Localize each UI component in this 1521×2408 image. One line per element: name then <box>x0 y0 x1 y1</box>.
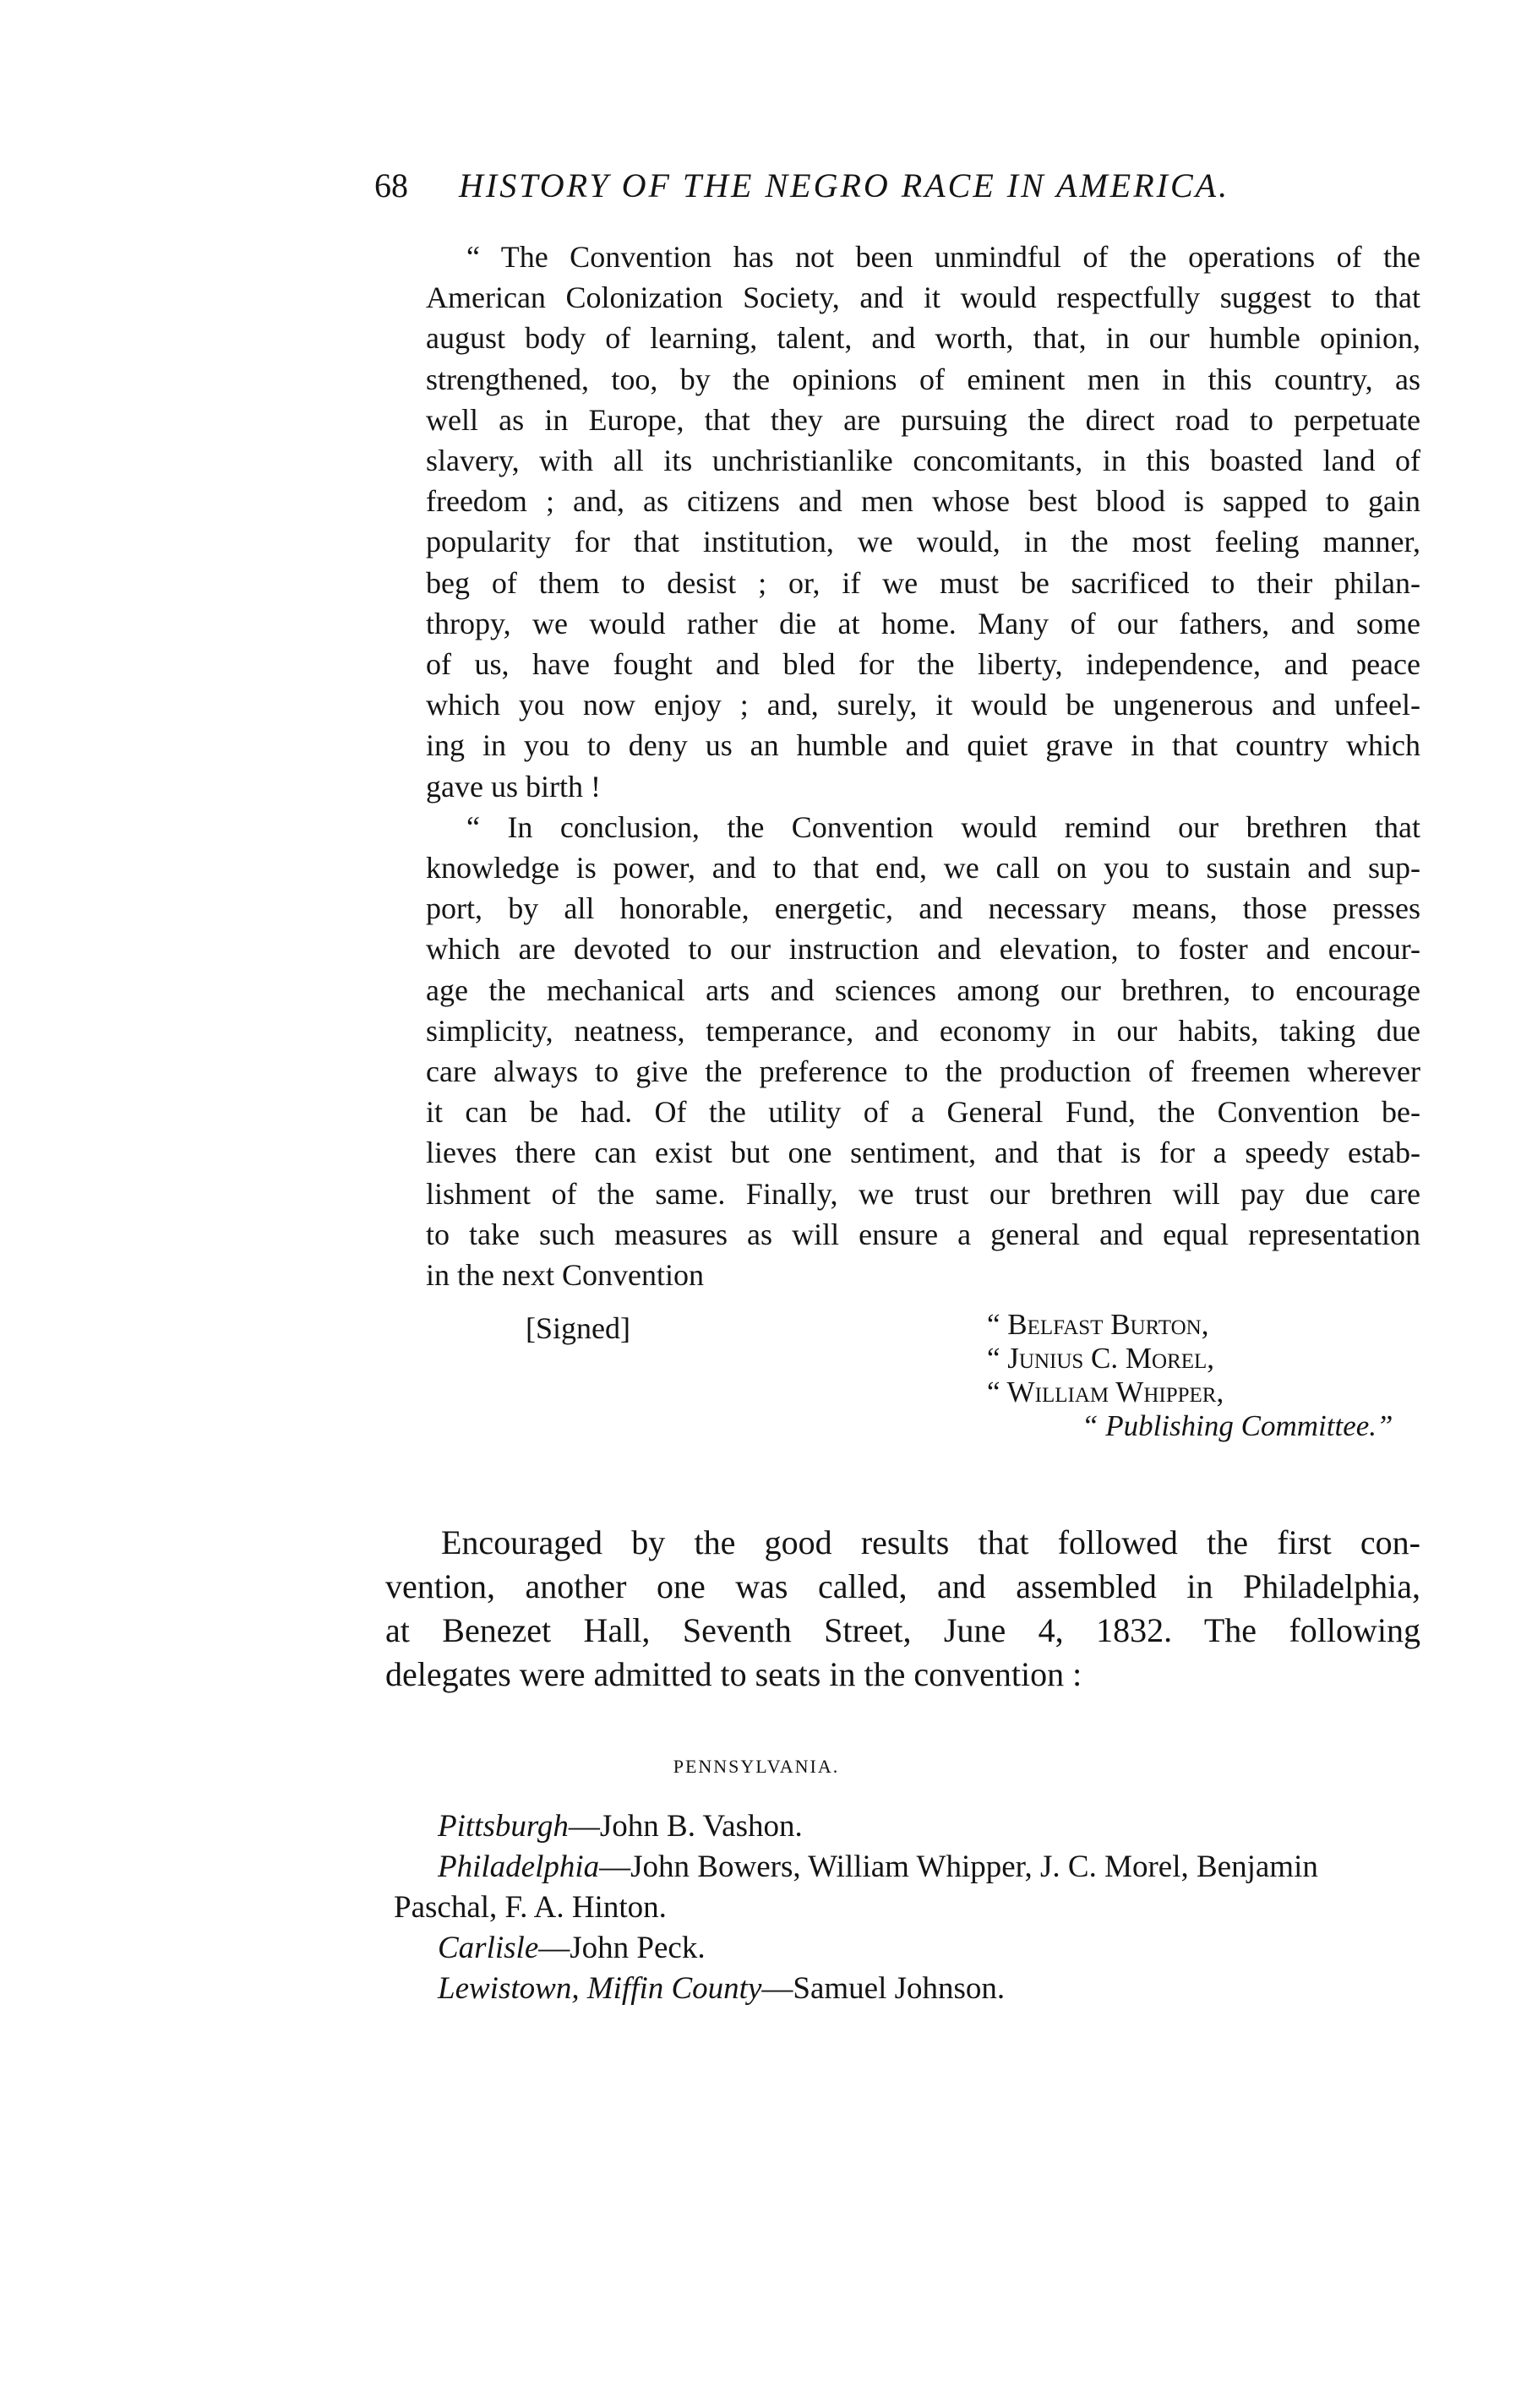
text-line: beg of them to desist ; or, if we must be sacrificed to their philan- <box>426 565 1420 600</box>
delegate-entry <box>394 1928 1429 1969</box>
delegate-names: —John B. Vashon. <box>568 1809 803 1844</box>
committee-title: “ Publishing Committee.” <box>1082 1409 1393 1442</box>
delegate-entry <box>394 1806 1429 1847</box>
signer-name: “ Belfast Burton, <box>987 1308 1209 1341</box>
delegate-names: —Samuel Johnson. <box>761 1971 1006 2006</box>
text-line: “ The Convention has not been unmindful of the operations of the <box>466 240 1420 274</box>
text-line: well as in Europe, that they are pursuing the direct road to perpetuate <box>426 402 1420 437</box>
text-line: care always to give the preference to the production of freemen wherever <box>426 1054 1420 1089</box>
signers-list <box>987 1308 1393 1443</box>
delegate-entry-continuation <box>394 1888 1429 1928</box>
text-line: thropy, we would rather die at home. Many of our fathers, and some <box>426 606 1420 640</box>
text-line: “ In conclusion, the Convention would remind our brethren that <box>466 809 1420 844</box>
state-heading <box>0 1754 1521 1779</box>
text-line: popularity for that institution, we would, in the most feeling manner, <box>426 525 1420 559</box>
delegate-names: Paschal, F. A. Hinton. <box>394 1890 667 1925</box>
delegate-entry <box>394 1969 1429 2009</box>
signer-name: “ William Whipper, <box>987 1376 1224 1408</box>
page-number: 68 <box>374 166 408 204</box>
delegate-names: —John Peck. <box>538 1931 706 1965</box>
text-line: to take such measures as will ensure a general and equal representation <box>426 1217 1420 1251</box>
text-line: ing in you to deny us an humble and quiet grave in that country which <box>426 728 1420 763</box>
delegate-place: Philadelphia <box>438 1850 600 1884</box>
text-line: American Colonization Society, and it would respectfully suggest to that <box>426 281 1420 315</box>
text-line: freedom ; and, as citizens and men whose best blood is sapped to gain <box>426 484 1420 519</box>
signer-name: “ Junius C. Morel, <box>987 1342 1215 1375</box>
state-heading-text: PENNSYLVANIA. <box>673 1756 840 1777</box>
text-line: delegates were admitted to seats in the convention : <box>385 1655 1082 1693</box>
text-line: vention, another one was called, and assembled in Philadelphia, <box>385 1567 1420 1605</box>
delegate-place: Pittsburgh <box>438 1809 569 1844</box>
text-line: strengthened, too, by the opinions of eminent men in this country, as <box>426 362 1420 396</box>
text-line: which are devoted to our instruction and elevation, to foster and encour- <box>426 932 1420 967</box>
text-line: which you now enjoy ; and, surely, it would be ungenerous and unfeel- <box>426 688 1420 722</box>
text-line: age the mechanical arts and sciences among our brethren, to encourage <box>426 972 1420 1007</box>
text-line: simplicity, neatness, temperance, and economy in our habits, taking due <box>426 1013 1420 1048</box>
delegates-list <box>394 1806 1429 2009</box>
delegate-place: Carlisle <box>438 1931 539 1965</box>
text-line: it can be had. Of the utility of a General Fund, the Convention be- <box>426 1095 1420 1130</box>
text-line: at Benezet Hall, Seventh Street, June 4, 1832. The following <box>385 1611 1420 1649</box>
text-line: lishment of the same. Finally, we trust our brethren will pay due care <box>426 1176 1420 1211</box>
delegate-names: —John Bowers, William Whipper, J. C. Morel, Benjamin <box>599 1850 1318 1884</box>
narrative-paragraph <box>385 1521 1420 1697</box>
text-line: knowledge is power, and to that end, we call on you to sustain and sup- <box>426 851 1420 885</box>
text-line: lieves there can exist but one sentiment, and that is for a speedy estab- <box>426 1136 1420 1170</box>
text-line: of us, have fought and bled for the liberty, independence, and peace <box>426 647 1420 682</box>
running-title: HISTORY OF THE NEGRO RACE IN AMERICA. <box>459 166 1230 204</box>
delegate-entry <box>394 1847 1429 1888</box>
text-line: august body of learning, talent, and worth, that, in our humble opinion, <box>426 321 1420 356</box>
delegate-place: Lewistown, Miffin County <box>438 1971 762 2006</box>
text-line: gave us birth ! <box>426 769 601 804</box>
text-line: in the next Convention <box>426 1258 704 1293</box>
quote-paragraph-1 <box>385 237 1420 807</box>
text-line: slavery, with all its unchristianlike concomitants, in this boasted land of <box>426 444 1420 478</box>
signed-label: [Signed] <box>526 1311 630 1345</box>
text-line: Encouraged by the good results that followed the first con- <box>441 1523 1420 1561</box>
running-header <box>374 161 1422 211</box>
quote-paragraph-2 <box>385 807 1420 1295</box>
text-line: port, by all honorable, energetic, and necessary means, those presses <box>426 891 1420 926</box>
convention-address-quote <box>385 237 1420 1295</box>
